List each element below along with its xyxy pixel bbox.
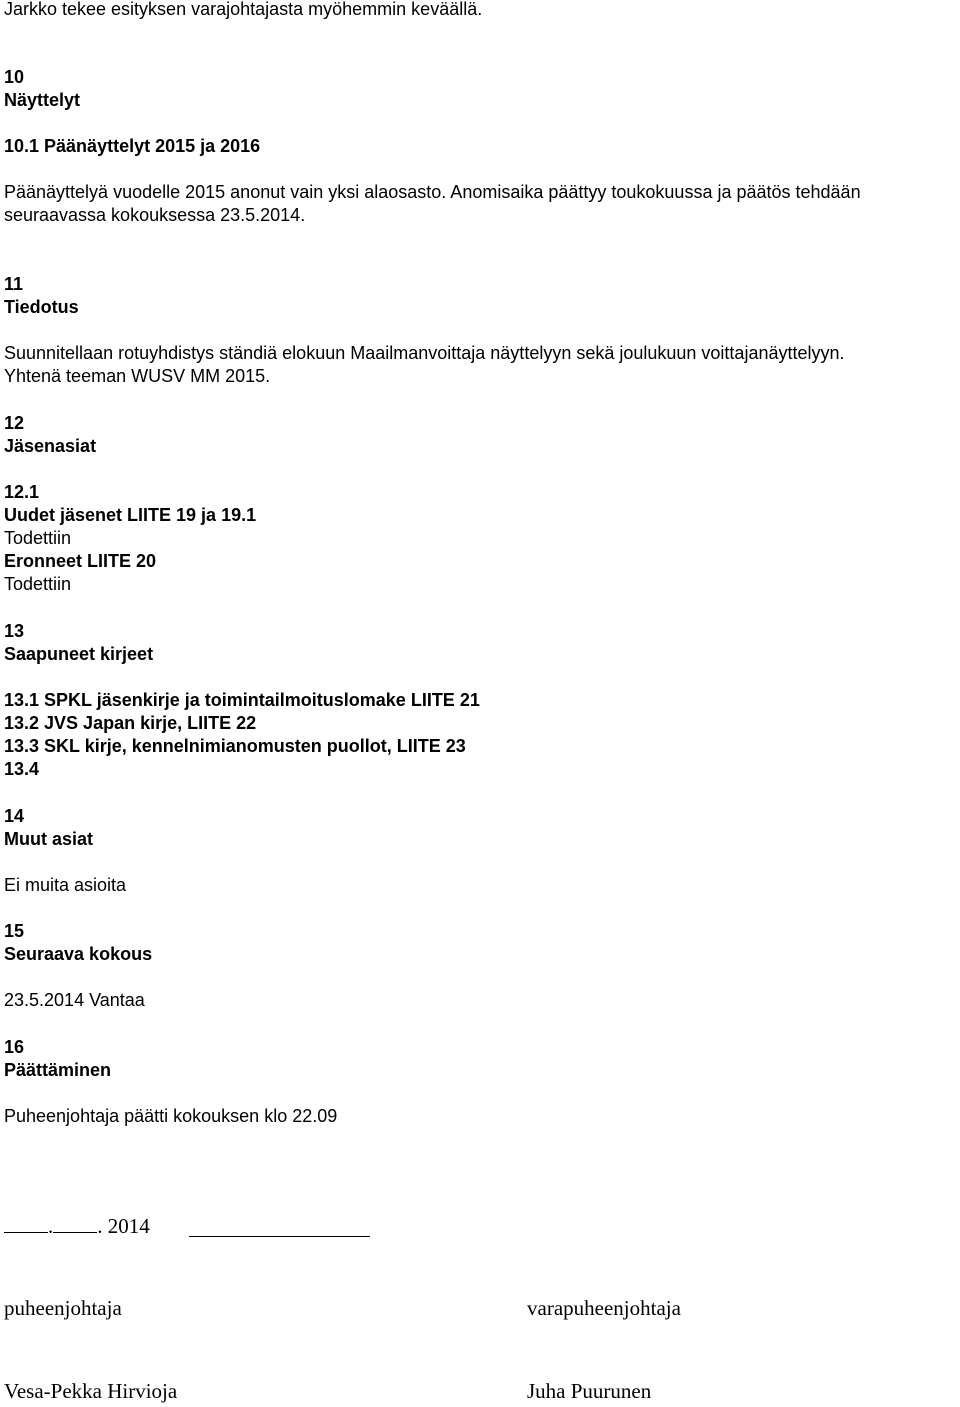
section-10-title: Näyttelyt	[4, 90, 81, 110]
section-12-number: 12	[4, 413, 25, 433]
section-14-title: Muut asiat	[4, 829, 94, 849]
intro-text: Jarkko tekee esityksen varajohtajasta myöhemmin keväällä.	[4, 0, 483, 19]
section-16-number: 16	[4, 1037, 25, 1057]
section-14-text: Ei muita asioita	[4, 875, 127, 895]
new-members-note: Todettiin	[4, 528, 72, 548]
section-15-number: 15	[4, 921, 25, 941]
signature-year: . 2014	[97, 1214, 150, 1238]
section-15-title: Seuraava kokous	[4, 944, 153, 964]
letter-item: 13.4	[4, 759, 40, 779]
section-10-number: 10	[4, 67, 25, 87]
letter-item: 13.1 SPKL jäsenkirje ja toimintailmoituslomake LIITE 21	[4, 690, 480, 710]
signature-date-line: . . 2014	[4, 1213, 150, 1239]
chair-role-label: puheenjohtaja	[4, 1296, 122, 1320]
section-13-title: Saapuneet kirjeet	[4, 644, 154, 664]
section-15-text: 23.5.2014 Vantaa	[4, 990, 145, 1010]
section-11-title: Tiedotus	[4, 297, 79, 317]
resigned-members-heading: Eronneet LIITE 20	[4, 551, 157, 571]
section-16-text: Puheenjohtaja päätti kokouksen klo 22.09	[4, 1106, 338, 1126]
section-10-paragraph-line-1: Päänäyttelyä vuodelle 2015 anonut vain yksi alaosasto. Anomisaika päättyy toukokuussa ja päätös tehdään	[4, 182, 861, 202]
day-blank	[4, 1214, 48, 1233]
section-10-paragraph-line-2: seuraavassa kokouksessa 23.5.2014.	[4, 205, 306, 225]
section-10-1-title: 10.1 Päänäyttelyt 2015 ja 2016	[4, 136, 261, 156]
letter-item: 13.2 JVS Japan kirje, LIITE 22	[4, 713, 257, 733]
section-11-paragraph-line-2: Yhtenä teeman WUSV MM 2015.	[4, 366, 271, 386]
new-members-heading: Uudet jäsenet LIITE 19 ja 19.1	[4, 505, 257, 525]
section-16-title: Päättäminen	[4, 1060, 112, 1080]
section-13-number: 13	[4, 621, 25, 641]
section-14-number: 14	[4, 806, 25, 826]
vice-chair-name: Juha Puurunen	[527, 1379, 652, 1403]
resigned-members-note: Todettiin	[4, 574, 72, 594]
signature-place-blank	[189, 1236, 370, 1237]
letter-item: 13.3 SKL kirje, kennelnimianomusten puollot, LIITE 23	[4, 736, 466, 756]
section-11-paragraph-line-1: Suunnitellaan rotuyhdistys ständiä elokuun Maailmanvoittaja näyttelyyn sekä joulukuun voittajanäyttelyyn.	[4, 343, 845, 363]
vice-chair-role-label: varapuheenjohtaja	[527, 1296, 681, 1320]
section-11-number: 11	[4, 274, 24, 294]
month-blank	[53, 1214, 97, 1233]
section-12-1-number: 12.1	[4, 482, 40, 502]
section-12-title: Jäsenasiat	[4, 436, 97, 456]
chair-name: Vesa-Pekka Hirvioja	[4, 1379, 178, 1403]
